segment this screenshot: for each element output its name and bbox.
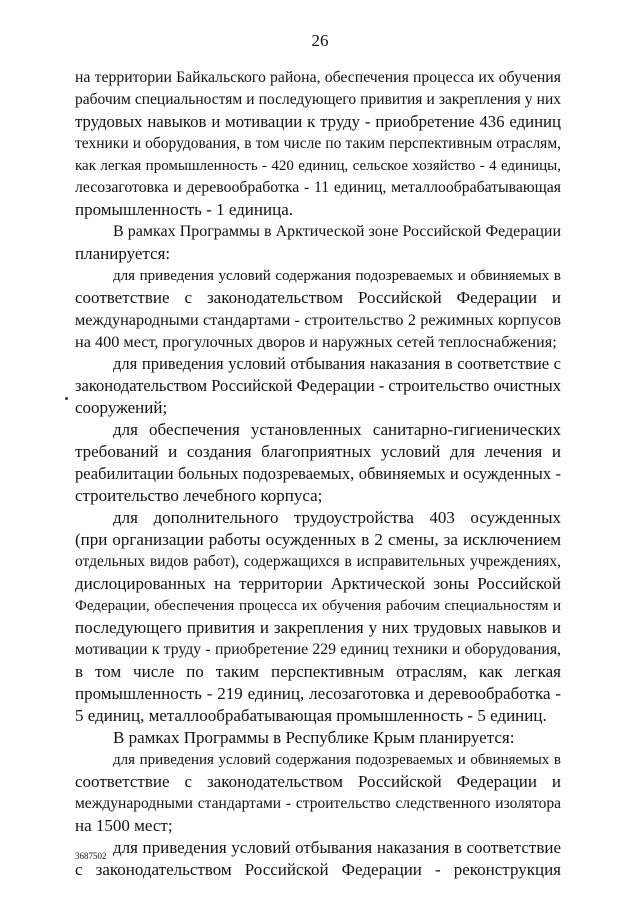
text-line: соответствие с законодательством Российской Федерации и [75,772,561,791]
text-line: В рамках Программы в Арктической зоне Российской Федерации [113,223,561,240]
text-line: требований и создания благоприятных условий для лечения и [75,442,561,461]
text-line: промышленность - 219 единиц, лесозаготовка и деревообработка - [75,684,561,703]
text-line: реабилитации больных подозреваемых, обвиняемых и осужденных - [75,464,561,483]
text-line: на 1500 мест; [75,816,173,835]
text-line: отдельных видов работ), содержащихся в исправительных учреждениях, [75,553,561,570]
text-line: для приведения условий содержания подозреваемых и обвиняемых в [113,752,561,768]
text-line: (при организации работы осужденных в 2 смены, за исключением [75,530,561,549]
text-line: международными стандартами - строительство следственного изолятора [75,795,561,812]
text-line: как легкая промышленность - 420 единиц, сельское хозяйство - 4 единицы, [75,158,561,174]
text-line: 5 единиц, металлообрабатывающая промышленность - 5 единиц. [75,706,547,725]
text-line: Федерации, обеспечения процесса их обучения рабочим специальностям и [75,598,561,614]
text-line: техники и оборудования, в том числе по таким перспективным отраслям, [75,135,561,152]
text-line: рабочим специальностям и последующего привития и закрепления у них [75,91,561,108]
text-line: на территории Байкальского района, обеспечения процесса их обучения [75,69,561,86]
text-line: с законодательством Российской Федерации - реконструкция [75,860,561,879]
text-line: последующего привития и закрепления у них трудовых навыков и [75,618,561,637]
text-line: промышленность - 1 единица. [75,200,293,219]
document-body [75,67,561,881]
text-line: для приведения условий содержания подозреваемых и обвиняемых в [113,268,561,284]
text-line: для обеспечения установленных санитарно-гигиенических [113,420,561,439]
text-line: на 400 мест, прогулочных дворов и наружных сетей теплоснабжения; [75,333,557,351]
text-line: для дополнительного трудоустройства 403 осужденных [113,508,561,527]
text-line: международными стандартами - строительство 2 режимных корпусов [75,311,561,329]
text-line: трудовых навыков и мотивации к труду - приобретение 436 единиц [75,112,561,131]
text-line: для приведения условий отбывания наказания в соответствие с [113,354,561,373]
scan-artifact-dot [65,397,68,400]
text-line: лесозаготовка и деревообработка - 11 единиц, металлообрабатывающая [75,179,561,196]
page-number: 26 [311,31,329,50]
text-line: В рамках Программы в Республике Крым планируется: [113,728,515,747]
text-line: сооружений; [75,398,168,417]
document-code: 3687502 [75,851,107,861]
text-line: строительство лечебного корпуса; [75,486,323,505]
text-line: законодательством Российской Федерации - строительство очистных [75,376,561,395]
text-line: в том числе по таким перспективным отраслям, как легкая [75,662,561,681]
text-line: планируется: [75,244,171,263]
text-line: соответствие с законодательством Российской Федерации и [75,288,561,307]
text-line: для приведения условий отбывания наказания в соответствие [113,838,561,857]
text-line: мотивации к труду - приобретение 229 единиц техники и оборудования, [75,641,561,658]
text-line: дислоцированных на территории Арктической зоны Российской [75,574,561,593]
